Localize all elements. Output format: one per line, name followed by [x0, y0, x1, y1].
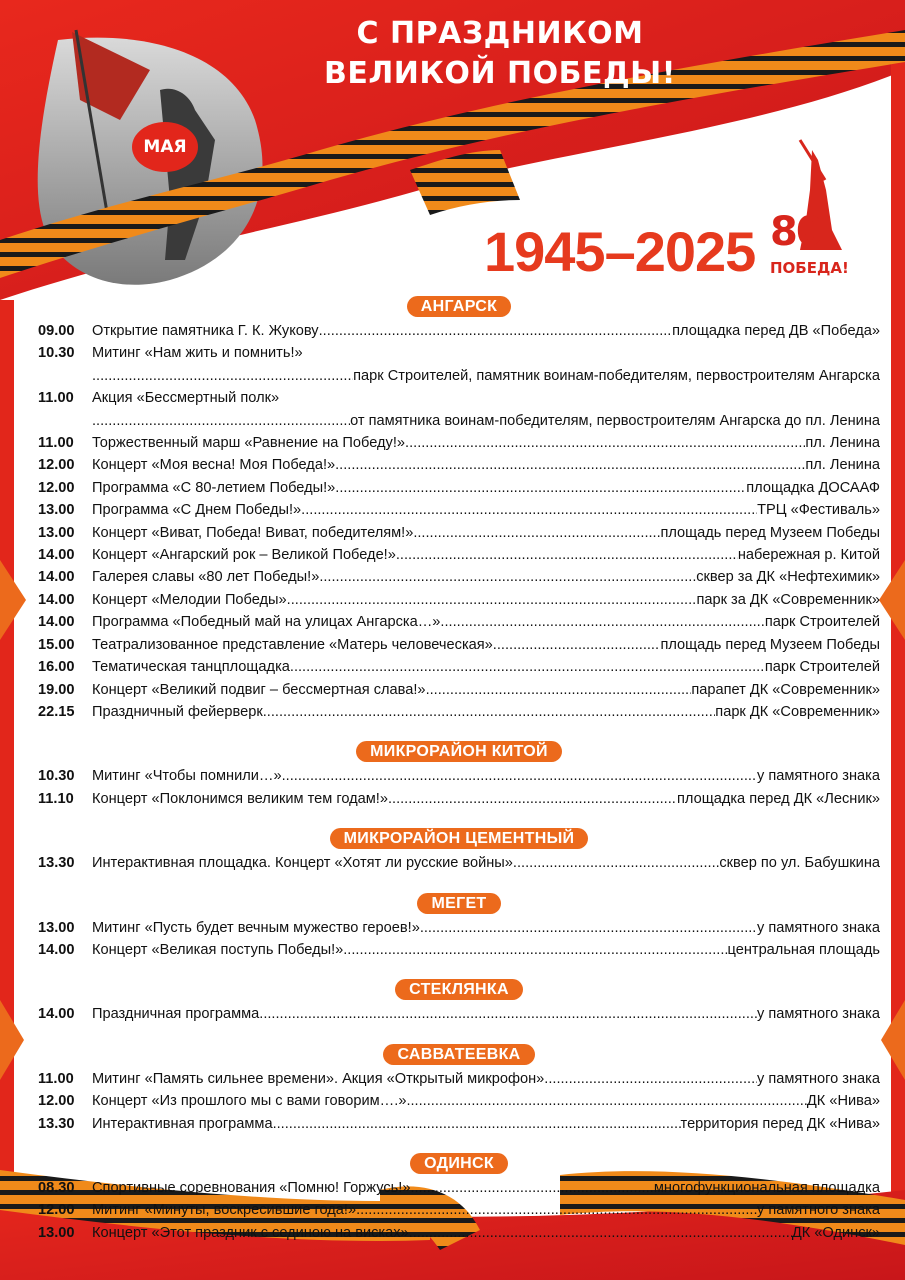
section-header	[38, 828, 880, 849]
event-time: 15.00	[38, 636, 75, 653]
leader-dots	[544, 1068, 757, 1090]
event-title: Концерт «Этот праздник с сединою на висках»	[92, 1224, 409, 1241]
leader-dots	[420, 917, 757, 939]
leader-dots	[405, 432, 805, 454]
event-title: Концерт «Великий подвиг – бессмертная слава!»	[92, 681, 426, 698]
event-body	[92, 320, 880, 342]
event-row	[38, 387, 880, 409]
event-time: 14.00	[38, 569, 75, 586]
event-body	[92, 701, 880, 723]
event-time: 09.00	[38, 323, 75, 339]
event-title: Праздничный фейерверк	[92, 703, 263, 720]
event-schedule	[38, 296, 880, 1244]
event-place: центральная площадь	[727, 941, 880, 958]
section-header	[38, 1153, 880, 1174]
leader-dots	[426, 679, 692, 701]
event-time: 13.30	[38, 1115, 75, 1132]
event-title: Интерактивная площадка. Концерт «Хотят ли русские войны»	[92, 855, 513, 872]
leader-dots	[493, 634, 661, 656]
years-range: 1945–2025	[484, 220, 756, 283]
event-time: 14.00	[38, 591, 75, 608]
event-body	[92, 1199, 880, 1221]
event-body	[92, 365, 880, 387]
event-time: 10.30	[38, 345, 75, 362]
leader-dots	[335, 454, 805, 476]
event-body	[92, 410, 880, 432]
event-body	[92, 566, 880, 588]
event-body	[92, 522, 880, 544]
event-title: Митинг «Минуты, воскресившие года!»	[92, 1202, 357, 1219]
event-time: 13.00	[38, 502, 75, 519]
event-body	[92, 342, 880, 364]
event-time: 13.00	[38, 919, 75, 936]
event-place: площадка перед ДК «Лесник»	[677, 790, 880, 807]
event-row	[38, 611, 880, 633]
event-row	[38, 788, 880, 810]
logo-number: 80	[770, 209, 822, 255]
event-row	[38, 1003, 880, 1025]
event-body	[92, 454, 880, 476]
leader-dots	[410, 1177, 653, 1199]
section-header	[38, 893, 880, 914]
leader-dots	[356, 1199, 757, 1221]
event-row	[38, 634, 880, 656]
event-title: Митинг «Память сильнее времени». Акция «Открытый микрофон»	[92, 1070, 545, 1087]
section-block	[38, 296, 880, 723]
event-time: 12.00	[38, 1093, 75, 1110]
event-title: Галерея славы «80 лет Победы!»	[92, 569, 320, 586]
event-place: набережная р. Китой	[737, 547, 880, 564]
event-time: 14.00	[38, 614, 75, 631]
event-title: Интерактивная программа	[92, 1115, 273, 1132]
event-row	[38, 477, 880, 499]
section-block	[38, 828, 880, 874]
leader-dots	[259, 1003, 757, 1025]
event-row	[38, 1090, 880, 1112]
event-row	[38, 522, 880, 544]
section-spacer	[38, 875, 880, 893]
event-title: Праздничная программа	[92, 1006, 260, 1023]
event-title: Программа «Победный май на улицах Ангарска…»	[92, 614, 441, 631]
event-row	[38, 365, 880, 387]
event-place: площадка ДОСААФ	[746, 479, 880, 496]
event-row	[38, 852, 880, 874]
event-place: многофункциональная площадка	[653, 1179, 880, 1196]
event-row	[38, 499, 880, 521]
leader-dots	[413, 522, 660, 544]
event-row	[38, 939, 880, 961]
leader-dots	[319, 320, 673, 342]
section-block	[38, 1153, 880, 1244]
section-spacer	[38, 1135, 880, 1153]
event-place: площадь перед Музеем Победы	[660, 636, 880, 653]
event-title: Концерт «Мелодии Победы»	[92, 591, 287, 608]
event-place: от памятника воинам-победителям, первостроителям Ангарска до пл. Ленина	[350, 412, 880, 429]
event-row	[38, 1068, 880, 1090]
section-block	[38, 979, 880, 1025]
event-place: ТРЦ «Фестиваль»	[757, 502, 880, 519]
event-body	[92, 1177, 880, 1199]
victory-80-logo	[770, 136, 870, 286]
leader-dots	[301, 499, 757, 521]
event-place: парк за ДК «Современник»	[696, 591, 880, 608]
poster-title	[240, 14, 760, 94]
event-title: Митинг «Пусть будет вечным мужество героев!»	[92, 919, 420, 936]
event-time: 11.10	[38, 790, 74, 807]
logo-word: ПОБЕДА!	[770, 259, 849, 277]
event-row	[38, 432, 880, 454]
event-place: парк Строителей, памятник воинам-победителям, первостроителям Ангарска	[353, 367, 880, 384]
event-row	[38, 410, 880, 432]
event-title: Тематическая танцплощадка	[92, 659, 290, 676]
section-spacer	[38, 961, 880, 979]
event-place: ДК «Нива»	[806, 1093, 880, 1110]
section-block	[38, 893, 880, 962]
event-place: площадь перед Музеем Победы	[660, 524, 880, 541]
event-place: парапет ДК «Современник»	[691, 681, 880, 698]
section-title-badge: СТЕКЛЯНКА	[395, 979, 523, 1000]
leader-dots	[263, 701, 716, 723]
event-place: у памятного знака	[756, 1202, 880, 1219]
event-place: пл. Ленина	[805, 435, 880, 452]
event-time: 19.00	[38, 681, 75, 698]
leader-dots	[406, 1090, 806, 1112]
event-time: 13.30	[38, 855, 75, 872]
section-title-badge: МИКРОРАЙОН ЦЕМЕНТНЫЙ	[330, 828, 589, 849]
event-time: 11.00	[38, 1070, 74, 1087]
event-title: Театрализованное представление «Матерь человеческая»	[92, 636, 493, 653]
event-body	[92, 852, 880, 874]
section-header	[38, 1044, 880, 1065]
event-row	[38, 765, 880, 787]
event-title: Акция «Бессмертный полк»	[92, 390, 280, 407]
event-place: парк Строителей	[764, 614, 880, 631]
event-row	[38, 917, 880, 939]
event-place: у памятного знака	[756, 1006, 880, 1023]
event-title: Программа «С 80-летием Победы!»	[92, 479, 336, 496]
leader-dots	[92, 365, 353, 387]
section-spacer	[38, 1026, 880, 1044]
event-row	[38, 342, 880, 364]
leader-dots	[513, 852, 719, 874]
event-time: 11.00	[38, 390, 74, 407]
event-title: Концерт «Виват, Победа! Виват, победителям!»	[92, 524, 414, 541]
event-time: 12.00	[38, 1202, 75, 1219]
leader-dots	[388, 788, 677, 810]
event-row	[38, 566, 880, 588]
event-time: 14.00	[38, 941, 75, 958]
event-row	[38, 701, 880, 723]
event-title: Концерт «Ангарский рок – Великой Победе!»	[92, 547, 396, 564]
event-body	[92, 634, 880, 656]
event-title: Открытие памятника Г. К. Жукову	[92, 323, 319, 339]
event-body	[92, 611, 880, 633]
may-badge: МАЯ	[132, 122, 198, 172]
leader-dots	[343, 939, 727, 961]
leader-dots	[290, 656, 765, 678]
event-body	[92, 387, 880, 409]
leader-dots	[92, 410, 350, 432]
event-row	[38, 320, 880, 342]
event-row	[38, 679, 880, 701]
leader-dots	[282, 765, 757, 787]
event-body	[92, 499, 880, 521]
event-body	[92, 1068, 880, 1090]
event-time: 10.30	[38, 768, 75, 785]
event-time	[38, 365, 92, 387]
section-block	[38, 741, 880, 810]
event-row	[38, 1199, 880, 1221]
event-place: сквер по ул. Бабушкина	[719, 855, 880, 872]
event-time	[38, 410, 92, 432]
event-row	[38, 589, 880, 611]
section-spacer	[38, 810, 880, 828]
event-time: 16.00	[38, 659, 75, 676]
event-place: парк ДК «Современник»	[715, 703, 880, 720]
event-time: 13.00	[38, 1224, 75, 1241]
event-title: Концерт «Из прошлого мы с вами говорим….»	[92, 1093, 407, 1110]
event-body	[92, 477, 880, 499]
event-body	[92, 679, 880, 701]
leader-dots	[335, 477, 746, 499]
event-row	[38, 544, 880, 566]
event-title: Спортивные соревнования «Помню! Горжусь!»	[92, 1179, 411, 1196]
event-row	[38, 454, 880, 476]
event-body	[92, 1222, 880, 1244]
event-title: Концерт «Поклонимся великим тем годам!»	[92, 790, 388, 807]
event-title: Митинг «Нам жить и помнить!»	[92, 345, 303, 362]
event-body	[92, 1003, 880, 1025]
event-row	[38, 656, 880, 678]
event-body	[92, 917, 880, 939]
event-row	[38, 1113, 880, 1135]
event-body	[92, 544, 880, 566]
section-title-badge: САВВАТЕЕВКА	[383, 1044, 534, 1065]
event-title: Торжественный марш «Равнение на Победу!»	[92, 435, 406, 452]
event-title: Концерт «Великая поступь Победы!»	[92, 941, 344, 958]
event-time: 08.30	[38, 1179, 75, 1196]
event-place: сквер за ДК «Нефтехимик»	[696, 569, 880, 586]
leader-dots	[273, 1113, 681, 1135]
title-line-2: ВЕЛИКОЙ ПОБЕДЫ!	[324, 56, 676, 91]
section-title-badge: МИКРОРАЙОН КИТОЙ	[356, 741, 562, 762]
event-time: 11.00	[38, 435, 74, 452]
leader-dots	[440, 611, 764, 633]
event-body	[92, 432, 880, 454]
event-time: 13.00	[38, 524, 75, 541]
event-title: Программа «С Днем Победы!»	[92, 502, 302, 519]
event-body	[92, 589, 880, 611]
event-place: ДК «Одинск»	[791, 1224, 880, 1241]
event-row	[38, 1177, 880, 1199]
event-place: у памятного знака	[756, 768, 880, 785]
event-title: Митинг «Чтобы помнили…»	[92, 768, 282, 785]
event-place: у памятного знака	[756, 1070, 880, 1087]
event-place: у памятного знака	[756, 919, 880, 936]
section-spacer	[38, 723, 880, 741]
event-row	[38, 1222, 880, 1244]
event-body	[92, 765, 880, 787]
event-place: пл. Ленина	[805, 457, 880, 474]
section-title-badge: АНГАРСК	[407, 296, 511, 317]
event-body	[92, 656, 880, 678]
event-place: территория перед ДК «Нива»	[680, 1115, 880, 1132]
event-body	[92, 939, 880, 961]
leader-dots	[409, 1222, 792, 1244]
event-body	[92, 1113, 880, 1135]
section-title-badge: МЕГЕТ	[417, 893, 500, 914]
section-header	[38, 979, 880, 1000]
title-line-1: С ПРАЗДНИКОМ	[356, 16, 644, 51]
leader-dots	[287, 589, 697, 611]
section-block	[38, 1044, 880, 1135]
section-header	[38, 741, 880, 762]
event-title: Концерт «Моя весна! Моя Победа!»	[92, 457, 336, 474]
section-header	[38, 296, 880, 317]
leader-dots	[396, 544, 738, 566]
event-time: 22.15	[38, 703, 75, 720]
event-body	[92, 788, 880, 810]
event-time: 14.00	[38, 1006, 75, 1023]
event-time: 12.00	[38, 479, 75, 496]
event-place: парк Строителей	[764, 659, 880, 676]
section-title-badge: ОДИНСК	[410, 1153, 508, 1174]
event-time: 12.00	[38, 457, 75, 474]
event-time: 14.00	[38, 547, 75, 564]
event-body	[92, 1090, 880, 1112]
event-place: площадка перед ДВ «Победа»	[672, 323, 880, 339]
leader-dots	[319, 566, 696, 588]
